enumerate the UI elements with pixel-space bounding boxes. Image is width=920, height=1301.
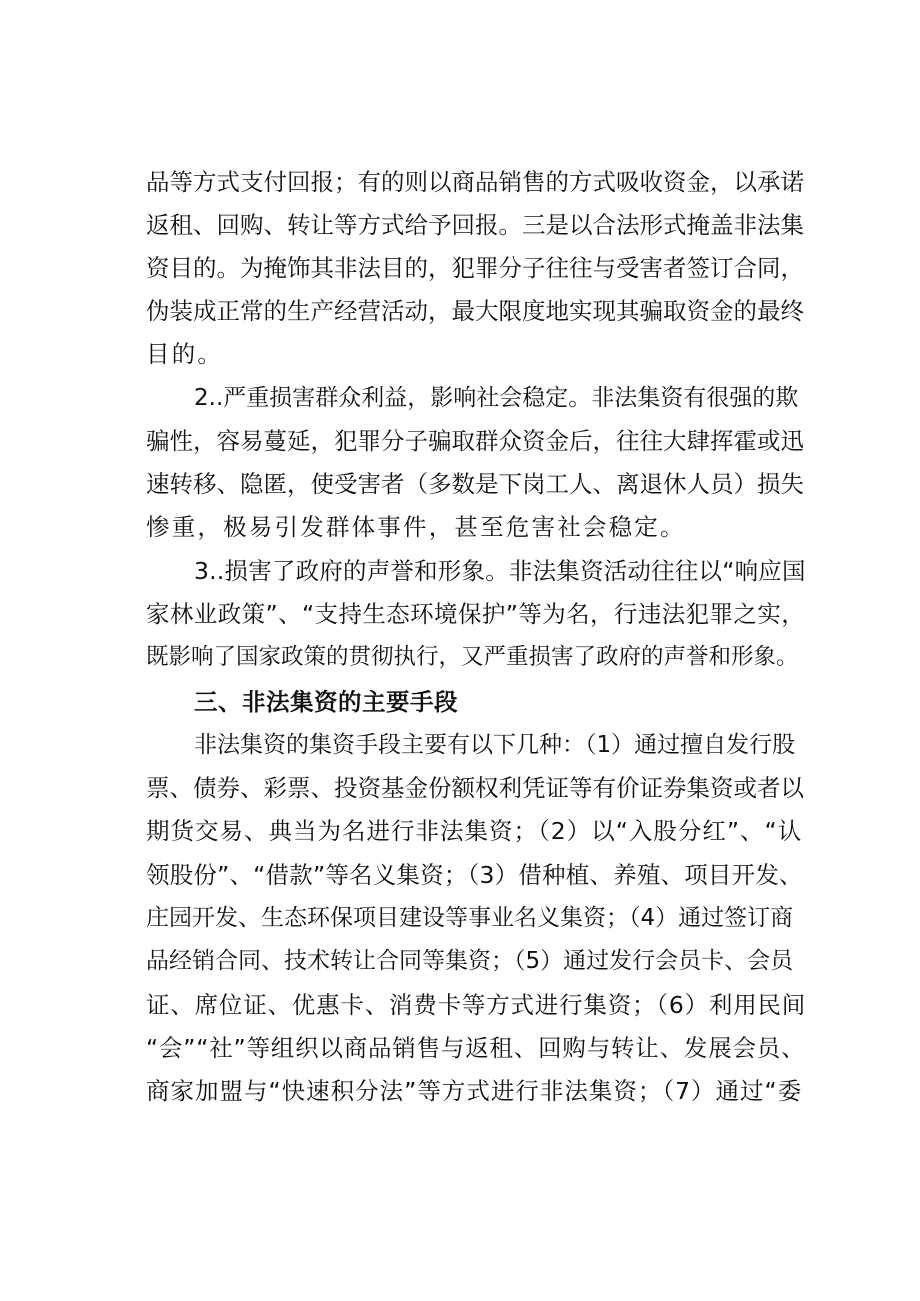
paragraph-1-line-1: 品等方式支付回报；有的则以商品销售的方式吸收资金，以承诺: [146, 168, 804, 196]
paragraph-3-line-3: 既影响了国家政策的贯彻执行，又严重损害了政府的声誉和形象。: [146, 644, 799, 670]
paragraph-4-line-8: “会”“社”等组织以商品销售与返租、回购与转让、发展会员、: [146, 1034, 806, 1062]
paragraph-4-line-1: 非法集资的集资手段主要有以下几种：（1）通过擅自发行股: [194, 732, 796, 758]
paragraph-2-line-1: 2..严重损害群众利益，影响社会稳定。非法集资有很强的欺: [194, 385, 799, 411]
paragraph-4-line-9: 商家加盟与“快速积分法”等方式进行非法集资；（7）通过“委: [146, 1077, 803, 1105]
paragraph-4-line-4: 领股份”、“借款”等名义集资；（3）借种植、养殖、项目开发、: [146, 861, 803, 889]
paragraph-1-line-2: 返租、回购、转让等方式给予回报。三是以合法形式掩盖非法集: [146, 211, 804, 239]
paragraph-3-line-2: 家林业政策”、“支持生态环境保护”等为名，行违法犯罪之实，: [146, 600, 806, 628]
paragraph-4-line-3: 期货交易、典当为名进行非法集资；（2）以“入股分红”、“认: [146, 817, 803, 845]
paragraph-2-line-2: 骗性，容易蔓延，犯罪分子骗取群众资金后，往往大肆挥霍或迅: [146, 427, 804, 455]
section-heading: 三、非法集资的主要手段: [194, 688, 458, 716]
paragraph-2-line-3: 速转移、隐匿，使受害者（多数是下岗工人、离退休人员）损失: [146, 470, 804, 498]
paragraph-4-line-5: 庄园开发、生态环保项目建设等事业名义集资；（4）通过签订商: [146, 905, 794, 931]
paragraph-4-line-7: 证、席位证、优惠卡、消费卡等方式进行集资；（6）利用民间: [146, 991, 807, 1019]
paragraph-1-line-5: 目的。: [146, 340, 224, 368]
paragraph-3-line-1: 3..损害了政府的声誉和形象。非法集资活动往往以“响应国: [194, 557, 806, 585]
paragraph-1-line-4: 伪装成正常的生产经营活动，最大限度地实现其骗取资金的最终: [146, 297, 804, 325]
paragraph-4-line-6: 品经销合同、技术转让合同等集资；（5）通过发行会员卡、会员: [146, 948, 794, 974]
paragraph-1-line-3: 资目的。为掩饰其非法目的，犯罪分子往往与受害者签订合同，: [146, 254, 804, 282]
paragraph-4-line-2: 票、债券、彩票、投资基金份额权利凭证等有价证券集资或者以: [146, 774, 804, 802]
paragraph-2-line-4: 惨重，极易引发群体事件，甚至危害社会稳定。: [146, 513, 686, 541]
